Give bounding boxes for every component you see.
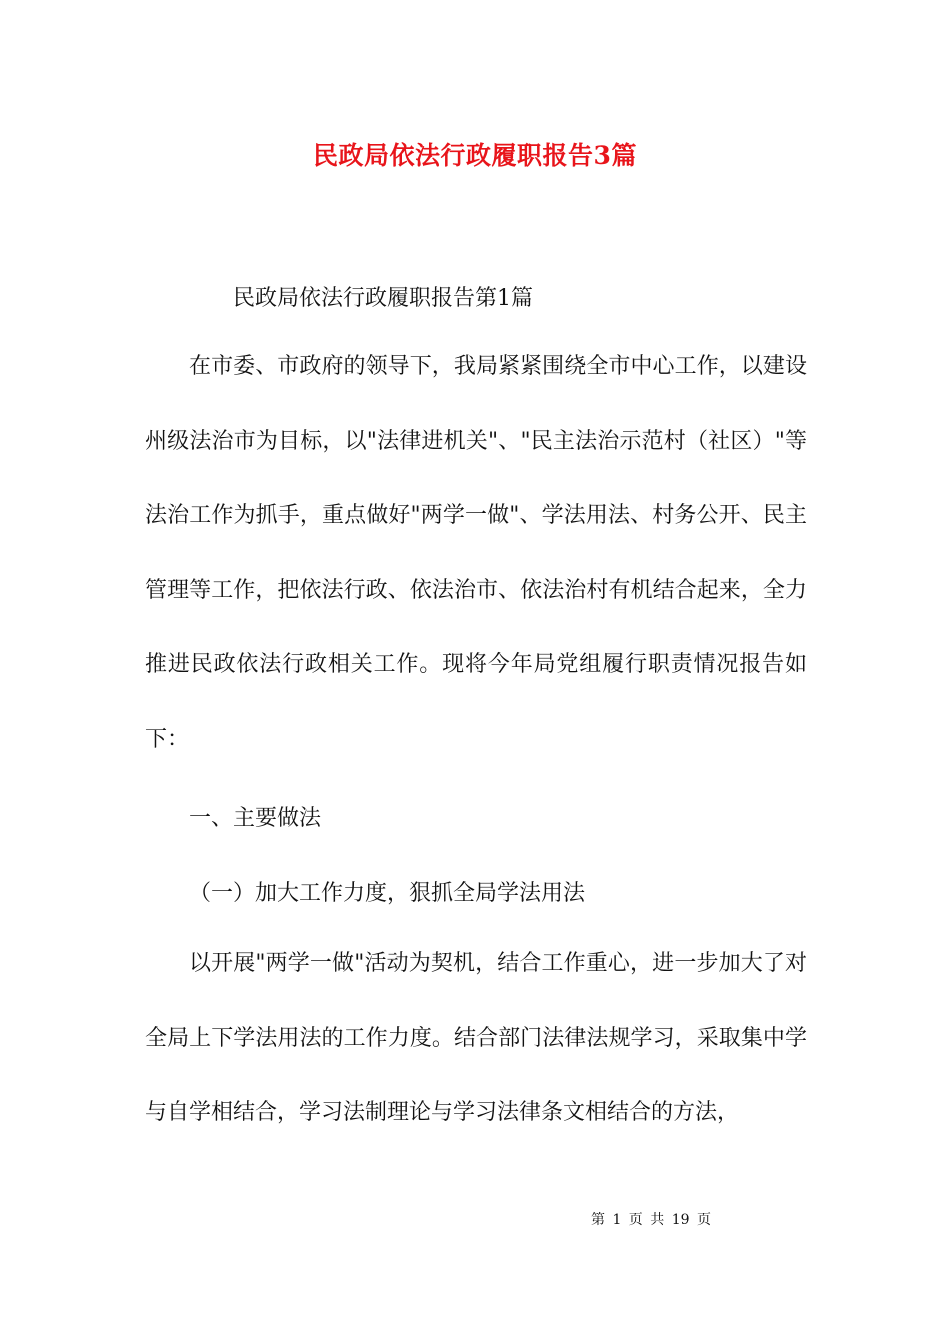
subheading-study-law: （一）加大工作力度，狠抓全局学法用法	[189, 881, 586, 906]
heading-main-practices: 一、主要做法	[189, 806, 322, 831]
body-paragraph-study: 以开展"两学一做"活动为契机，结合工作重心，进一步加大了对全局上下学法用法的工作力度。结合部门法律法规学习，采取集中学与自学相结合，学习法制理论与学习法律条文相结合的方法，	[145, 951, 807, 1125]
page-number-footer: 第 1 页 共 19 页	[591, 1212, 711, 1228]
body-paragraph-intro: 在市委、市政府的领导下，我局紧紧围绕全市中心工作，以建设州级法治市为目标，以"法律进机关"、"民主法治示范村（社区）"等法治工作为抓手，重点做好"两学一做"、学法用法、村务公开、民主管理等工作，把依法行政、依法治市、依法治村有机结合起来，全力推进民政依法行政相关工作。现将今年局党组履行职责情况报告如下：	[145, 354, 807, 752]
section-subtitle: 民政局依法行政履职报告第1篇	[233, 286, 533, 311]
document-title: 民政局依法行政履职报告3篇	[313, 141, 637, 170]
